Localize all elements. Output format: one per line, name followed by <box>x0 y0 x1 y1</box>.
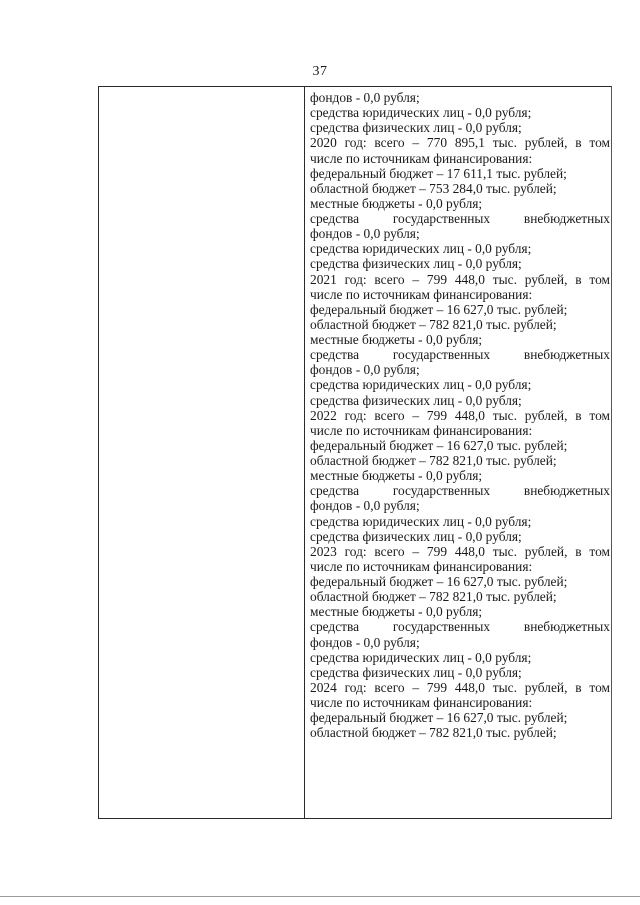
funding-text-line: средства государственных внебюджетных <box>310 619 610 635</box>
funding-text-line: числе по источникам финансирования: <box>310 558 533 574</box>
funding-text-line: федеральный бюджет – 16 627,0 тыс. рублей; <box>310 301 568 317</box>
page-bottom-rule <box>0 896 640 897</box>
table-left-cell <box>99 87 305 818</box>
funding-text-line: 2024 год: всего – 799 448,0 тыс. рублей, в том <box>310 679 610 695</box>
page-number: 37 <box>312 64 328 79</box>
funding-text-line: средства физических лиц - 0,0 рубля; <box>310 392 522 408</box>
funding-text-line: средства государственных внебюджетных <box>310 483 610 499</box>
funding-text-line: 2021 год: всего – 799 448,0 тыс. рублей, в том <box>310 271 610 287</box>
funding-text-line: местные бюджеты - 0,0 рубля; <box>310 195 483 211</box>
funding-text-line: числе по источникам финансирования: <box>310 422 533 438</box>
funding-text-line: федеральный бюджет – 16 627,0 тыс. рублей; <box>310 574 568 589</box>
funding-text-line: фондов - 0,0 рубля; <box>310 226 420 242</box>
funding-text-line: федеральный бюджет – 17 611,1 тыс. рублей; <box>310 165 567 181</box>
funding-text-line: числе по источникам финансирования: <box>310 150 533 166</box>
funding-text-line: местные бюджеты - 0,0 рубля; <box>310 332 483 347</box>
table-right-cell <box>310 90 610 740</box>
funding-text-line: средства юридических лиц - 0,0 рубля; <box>310 105 532 121</box>
funding-text-line: 2022 год: всего – 799 448,0 тыс. рублей, в том <box>310 407 610 423</box>
funding-text-line: средства юридических лиц - 0,0 рубля; <box>310 513 532 529</box>
funding-text-line: областной бюджет – 782 821,0 тыс. рублей; <box>310 453 557 468</box>
funding-text-line: средства юридических лиц - 0,0 рубля; <box>310 649 532 665</box>
funding-text-line: средства физических лиц - 0,0 рубля; <box>310 664 522 680</box>
funding-text-line: федеральный бюджет – 16 627,0 тыс. рублей; <box>310 710 568 726</box>
funding-table <box>98 86 612 819</box>
funding-text-line: областной бюджет – 782 821,0 тыс. рублей; <box>310 725 557 741</box>
funding-text-line: областной бюджет – 753 284,0 тыс. рублей; <box>310 180 557 196</box>
funding-text-line: 2023 год: всего – 799 448,0 тыс. рублей, в том <box>310 543 610 559</box>
funding-text-line: 2020 год: всего – 770 895,1 тыс. рублей, в том <box>310 135 610 151</box>
funding-text-line: местные бюджеты - 0,0 рубля; <box>310 604 483 620</box>
funding-text-line: средства юридических лиц - 0,0 рубля; <box>310 377 532 393</box>
funding-text-line: федеральный бюджет – 16 627,0 тыс. рублей; <box>310 437 568 453</box>
funding-text-line: числе по источникам финансирования: <box>310 286 533 302</box>
funding-text-line: областной бюджет – 782 821,0 тыс. рублей; <box>310 316 557 332</box>
funding-text-line: средства государственных внебюджетных <box>310 347 610 363</box>
funding-text-line: фондов - 0,0 рубля; <box>310 362 420 378</box>
funding-text-line: средства физических лиц - 0,0 рубля; <box>310 528 522 544</box>
funding-text-line: местные бюджеты - 0,0 рубля; <box>310 468 483 484</box>
funding-text-line: средства государственных внебюджетных <box>310 211 610 226</box>
funding-text-line: средства юридических лиц - 0,0 рубля; <box>310 241 532 257</box>
funding-text-line: областной бюджет – 782 821,0 тыс. рублей; <box>310 589 557 605</box>
funding-text-line: средства физических лиц - 0,0 рубля; <box>310 120 522 136</box>
funding-text-line: фондов - 0,0 рубля; <box>310 90 420 105</box>
funding-text-line: числе по источникам финансирования: <box>310 695 533 710</box>
funding-text-line: средства физических лиц - 0,0 рубля; <box>310 256 522 272</box>
funding-text-line: фондов - 0,0 рубля; <box>310 498 420 514</box>
funding-text-line: фондов - 0,0 рубля; <box>310 634 420 650</box>
